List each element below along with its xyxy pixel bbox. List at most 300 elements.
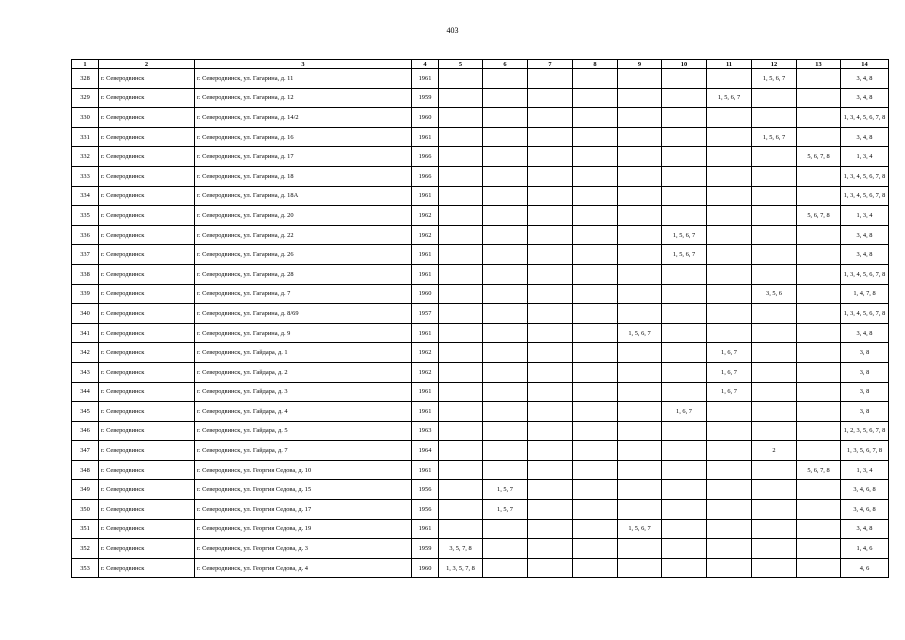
- col9-cell: [618, 127, 662, 147]
- col6-cell: [483, 441, 528, 461]
- col10-cell: [662, 480, 707, 500]
- col10-cell: [662, 284, 707, 304]
- table-row: [72, 323, 889, 343]
- col9-cell: [618, 88, 662, 108]
- column-header-1: 1: [72, 60, 99, 69]
- col13-cell: [797, 480, 841, 500]
- col9-cell: [618, 558, 662, 578]
- col11-cell: [707, 186, 752, 206]
- col8-cell: [573, 519, 618, 539]
- col14-cell: 3, 4, 8: [841, 519, 889, 539]
- table-row: [72, 460, 889, 480]
- col13-cell: 5, 6, 7, 8: [797, 460, 841, 480]
- row-number: 342: [72, 343, 99, 363]
- col14-cell: 3, 4, 8: [841, 225, 889, 245]
- city-cell: г. Северодвинск: [99, 402, 195, 422]
- col12-cell: [752, 402, 797, 422]
- col9-cell: [618, 284, 662, 304]
- col10-cell: [662, 500, 707, 520]
- col10-cell: [662, 264, 707, 284]
- col14-cell: 3, 4, 8: [841, 323, 889, 343]
- col7-cell: [528, 362, 573, 382]
- row-number: 346: [72, 421, 99, 441]
- year-cell: 1960: [412, 558, 439, 578]
- col5-cell: [439, 88, 483, 108]
- col9-cell: [618, 460, 662, 480]
- col7-cell: [528, 558, 573, 578]
- col10-cell: [662, 539, 707, 559]
- col9-cell: [618, 147, 662, 167]
- col12-cell: [752, 460, 797, 480]
- column-header-6: 6: [483, 60, 528, 69]
- address-cell: г. Северодвинск, ул. Гагарина, д. 22: [195, 225, 412, 245]
- col5-cell: 1, 3, 5, 7, 8: [439, 558, 483, 578]
- table-row: [72, 245, 889, 265]
- column-header-2: 2: [99, 60, 195, 69]
- col11-cell: [707, 225, 752, 245]
- table-row: [72, 421, 889, 441]
- col6-cell: [483, 147, 528, 167]
- col10-cell: 1, 6, 7: [662, 402, 707, 422]
- col8-cell: [573, 206, 618, 226]
- col12-cell: [752, 186, 797, 206]
- col7-cell: [528, 421, 573, 441]
- table-row: [72, 206, 889, 226]
- col12-cell: [752, 382, 797, 402]
- col8-cell: [573, 500, 618, 520]
- row-number: 332: [72, 147, 99, 167]
- col7-cell: [528, 382, 573, 402]
- address-cell: г. Северодвинск, ул. Гайдара, д. 5: [195, 421, 412, 441]
- city-cell: г. Северодвинск: [99, 69, 195, 89]
- col8-cell: [573, 186, 618, 206]
- col10-cell: [662, 558, 707, 578]
- col11-cell: [707, 402, 752, 422]
- city-cell: г. Северодвинск: [99, 343, 195, 363]
- col14-cell: 3, 4, 6, 8: [841, 500, 889, 520]
- city-cell: г. Северодвинск: [99, 127, 195, 147]
- col5-cell: [439, 362, 483, 382]
- col7-cell: [528, 186, 573, 206]
- address-cell: г. Северодвинск, ул. Гайдара, д. 4: [195, 402, 412, 422]
- col8-cell: [573, 441, 618, 461]
- page-number: 403: [446, 26, 459, 35]
- column-header-14: 14: [841, 60, 889, 69]
- col8-cell: [573, 304, 618, 324]
- col6-cell: [483, 88, 528, 108]
- col14-cell: 3, 8: [841, 362, 889, 382]
- col7-cell: [528, 166, 573, 186]
- col13-cell: [797, 402, 841, 422]
- col13-cell: [797, 441, 841, 461]
- col14-cell: 1, 4, 6: [841, 539, 889, 559]
- col13-cell: [797, 362, 841, 382]
- year-cell: 1960: [412, 284, 439, 304]
- address-cell: г. Северодвинск, ул. Гайдара, д. 7: [195, 441, 412, 461]
- col5-cell: [439, 284, 483, 304]
- col6-cell: [483, 264, 528, 284]
- col10-cell: [662, 362, 707, 382]
- col13-cell: [797, 558, 841, 578]
- city-cell: г. Северодвинск: [99, 264, 195, 284]
- table-row: [72, 539, 889, 559]
- col6-cell: [483, 127, 528, 147]
- col8-cell: [573, 225, 618, 245]
- table-row: [72, 225, 889, 245]
- city-cell: г. Северодвинск: [99, 558, 195, 578]
- address-cell: г. Северодвинск, ул. Гагарина, д. 18А: [195, 186, 412, 206]
- year-cell: 1963: [412, 421, 439, 441]
- col5-cell: [439, 166, 483, 186]
- col11-cell: [707, 519, 752, 539]
- col14-cell: 3, 4, 8: [841, 69, 889, 89]
- col10-cell: 1, 5, 6, 7: [662, 225, 707, 245]
- col9-cell: [618, 421, 662, 441]
- col10-cell: [662, 88, 707, 108]
- col13-cell: [797, 421, 841, 441]
- table-row: [72, 284, 889, 304]
- col12-cell: [752, 539, 797, 559]
- col13-cell: [797, 166, 841, 186]
- col8-cell: [573, 480, 618, 500]
- col10-cell: [662, 127, 707, 147]
- col12-cell: [752, 147, 797, 167]
- col11-cell: [707, 304, 752, 324]
- col9-cell: [618, 382, 662, 402]
- col13-cell: [797, 69, 841, 89]
- col12-cell: 2: [752, 441, 797, 461]
- address-cell: г. Северодвинск, ул. Георгия Седова, д. 17: [195, 500, 412, 520]
- year-cell: 1961: [412, 69, 439, 89]
- table-row: [72, 500, 889, 520]
- city-cell: г. Северодвинск: [99, 382, 195, 402]
- city-cell: г. Северодвинск: [99, 480, 195, 500]
- table-row: [72, 127, 889, 147]
- col5-cell: [439, 343, 483, 363]
- row-number: 349: [72, 480, 99, 500]
- row-number: 348: [72, 460, 99, 480]
- year-cell: 1961: [412, 460, 439, 480]
- col13-cell: [797, 88, 841, 108]
- col12-cell: [752, 304, 797, 324]
- col11-cell: [707, 480, 752, 500]
- col10-cell: [662, 186, 707, 206]
- col5-cell: [439, 264, 483, 284]
- table-row: [72, 88, 889, 108]
- col10-cell: [662, 441, 707, 461]
- col9-cell: 1, 5, 6, 7: [618, 519, 662, 539]
- col10-cell: [662, 343, 707, 363]
- col14-cell: 1, 4, 7, 8: [841, 284, 889, 304]
- row-number: 345: [72, 402, 99, 422]
- col14-cell: 3, 4, 8: [841, 245, 889, 265]
- col11-cell: 1, 6, 7: [707, 362, 752, 382]
- row-number: 353: [72, 558, 99, 578]
- col9-cell: [618, 69, 662, 89]
- col9-cell: [618, 166, 662, 186]
- column-header-8: 8: [573, 60, 618, 69]
- table-row: [72, 186, 889, 206]
- col11-cell: 1, 6, 7: [707, 343, 752, 363]
- col14-cell: 3, 4, 8: [841, 127, 889, 147]
- city-cell: г. Северодвинск: [99, 284, 195, 304]
- address-cell: г. Северодвинск, ул. Гайдара, д. 2: [195, 362, 412, 382]
- register-table: [71, 59, 889, 578]
- city-cell: г. Северодвинск: [99, 421, 195, 441]
- row-number: 341: [72, 323, 99, 343]
- table-row: [72, 558, 889, 578]
- col13-cell: [797, 382, 841, 402]
- table-row: [72, 402, 889, 422]
- address-cell: г. Северодвинск, ул. Гагарина, д. 18: [195, 166, 412, 186]
- city-cell: г. Северодвинск: [99, 362, 195, 382]
- year-cell: 1962: [412, 206, 439, 226]
- col6-cell: [483, 539, 528, 559]
- address-cell: г. Северодвинск, ул. Гагарина, д. 12: [195, 88, 412, 108]
- col7-cell: [528, 402, 573, 422]
- col6-cell: [483, 284, 528, 304]
- col9-cell: [618, 500, 662, 520]
- col5-cell: [439, 147, 483, 167]
- table-row: [72, 362, 889, 382]
- address-cell: г. Северодвинск, ул. Георгия Седова, д. 15: [195, 480, 412, 500]
- col5-cell: [439, 402, 483, 422]
- address-cell: г. Северодвинск, ул. Гагарина, д. 20: [195, 206, 412, 226]
- col7-cell: [528, 127, 573, 147]
- col14-cell: 1, 3, 5, 6, 7, 8: [841, 441, 889, 461]
- row-number: 331: [72, 127, 99, 147]
- col6-cell: [483, 304, 528, 324]
- city-cell: г. Северодвинск: [99, 519, 195, 539]
- city-cell: г. Северодвинск: [99, 441, 195, 461]
- column-header-7: 7: [528, 60, 573, 69]
- col7-cell: [528, 519, 573, 539]
- address-cell: г. Северодвинск, ул. Гагарина, д. 7: [195, 284, 412, 304]
- row-number: 337: [72, 245, 99, 265]
- col13-cell: [797, 343, 841, 363]
- address-cell: г. Северодвинск, ул. Гагарина, д. 8/69: [195, 304, 412, 324]
- col5-cell: 3, 5, 7, 8: [439, 539, 483, 559]
- column-header-11: 11: [707, 60, 752, 69]
- city-cell: г. Северодвинск: [99, 539, 195, 559]
- col8-cell: [573, 166, 618, 186]
- col12-cell: [752, 108, 797, 128]
- col9-cell: [618, 245, 662, 265]
- table-row: [72, 108, 889, 128]
- col7-cell: [528, 500, 573, 520]
- col11-cell: 1, 5, 6, 7: [707, 88, 752, 108]
- column-header-13: 13: [797, 60, 841, 69]
- col12-cell: [752, 343, 797, 363]
- col12-cell: [752, 264, 797, 284]
- col14-cell: 1, 3, 4, 5, 6, 7, 8: [841, 264, 889, 284]
- col11-cell: [707, 539, 752, 559]
- col7-cell: [528, 343, 573, 363]
- col7-cell: [528, 480, 573, 500]
- col9-cell: [618, 186, 662, 206]
- col6-cell: [483, 558, 528, 578]
- col6-cell: [483, 166, 528, 186]
- col7-cell: [528, 304, 573, 324]
- col9-cell: [618, 225, 662, 245]
- address-cell: г. Северодвинск, ул. Георгия Седова, д. 19: [195, 519, 412, 539]
- year-cell: 1962: [412, 343, 439, 363]
- col6-cell: [483, 323, 528, 343]
- year-cell: 1961: [412, 382, 439, 402]
- col6-cell: [483, 382, 528, 402]
- col5-cell: [439, 245, 483, 265]
- address-cell: г. Северодвинск, ул. Гагарина, д. 26: [195, 245, 412, 265]
- address-cell: г. Северодвинск, ул. Гагарина, д. 16: [195, 127, 412, 147]
- col5-cell: [439, 108, 483, 128]
- column-header-10: 10: [662, 60, 707, 69]
- col8-cell: [573, 421, 618, 441]
- column-header-12: 12: [752, 60, 797, 69]
- col11-cell: [707, 264, 752, 284]
- col12-cell: [752, 480, 797, 500]
- col13-cell: [797, 264, 841, 284]
- table-row: [72, 304, 889, 324]
- col5-cell: [439, 500, 483, 520]
- col7-cell: [528, 441, 573, 461]
- col6-cell: [483, 402, 528, 422]
- col13-cell: [797, 245, 841, 265]
- row-number: 347: [72, 441, 99, 461]
- table-row: [72, 147, 889, 167]
- table-row: [72, 382, 889, 402]
- col5-cell: [439, 480, 483, 500]
- col5-cell: [439, 127, 483, 147]
- col9-cell: [618, 304, 662, 324]
- address-cell: г. Северодвинск, ул. Гайдара, д. 3: [195, 382, 412, 402]
- column-header-4: 4: [412, 60, 439, 69]
- col5-cell: [439, 69, 483, 89]
- col12-cell: [752, 558, 797, 578]
- col5-cell: [439, 323, 483, 343]
- col14-cell: 3, 8: [841, 382, 889, 402]
- col11-cell: [707, 245, 752, 265]
- row-number: 333: [72, 166, 99, 186]
- col8-cell: [573, 245, 618, 265]
- col6-cell: [483, 206, 528, 226]
- year-cell: 1962: [412, 225, 439, 245]
- col13-cell: 5, 6, 7, 8: [797, 147, 841, 167]
- col12-cell: [752, 323, 797, 343]
- col11-cell: [707, 441, 752, 461]
- address-cell: г. Северодвинск, ул. Гагарина, д. 28: [195, 264, 412, 284]
- col11-cell: [707, 284, 752, 304]
- col14-cell: 4, 6: [841, 558, 889, 578]
- col5-cell: [439, 186, 483, 206]
- col5-cell: [439, 382, 483, 402]
- col9-cell: [618, 362, 662, 382]
- col7-cell: [528, 245, 573, 265]
- year-cell: 1961: [412, 245, 439, 265]
- col8-cell: [573, 402, 618, 422]
- col5-cell: [439, 441, 483, 461]
- year-cell: 1966: [412, 166, 439, 186]
- col14-cell: 1, 3, 4, 5, 6, 7, 8: [841, 304, 889, 324]
- col13-cell: [797, 186, 841, 206]
- col14-cell: 1, 3, 4, 5, 6, 7, 8: [841, 166, 889, 186]
- col10-cell: [662, 460, 707, 480]
- col6-cell: [483, 225, 528, 245]
- year-cell: 1961: [412, 264, 439, 284]
- col14-cell: 1, 3, 4: [841, 206, 889, 226]
- col11-cell: [707, 147, 752, 167]
- col10-cell: [662, 323, 707, 343]
- col12-cell: [752, 500, 797, 520]
- col9-cell: [618, 539, 662, 559]
- col6-cell: 1, 5, 7: [483, 500, 528, 520]
- row-number: 330: [72, 108, 99, 128]
- address-cell: г. Северодвинск, ул. Гайдара, д. 1: [195, 343, 412, 363]
- col8-cell: [573, 558, 618, 578]
- col8-cell: [573, 127, 618, 147]
- row-number: 338: [72, 264, 99, 284]
- address-cell: г. Северодвинск, ул. Георгия Седова, д. 10: [195, 460, 412, 480]
- row-number: 329: [72, 88, 99, 108]
- col12-cell: [752, 88, 797, 108]
- city-cell: г. Северодвинск: [99, 166, 195, 186]
- col13-cell: [797, 108, 841, 128]
- col13-cell: [797, 500, 841, 520]
- col13-cell: [797, 225, 841, 245]
- header-row: [72, 60, 889, 69]
- col8-cell: [573, 382, 618, 402]
- year-cell: 1961: [412, 186, 439, 206]
- city-cell: г. Северодвинск: [99, 225, 195, 245]
- col8-cell: [573, 264, 618, 284]
- col11-cell: [707, 460, 752, 480]
- col10-cell: [662, 421, 707, 441]
- col6-cell: 1, 5, 7: [483, 480, 528, 500]
- address-cell: г. Северодвинск, ул. Гагарина, д. 9: [195, 323, 412, 343]
- col11-cell: [707, 323, 752, 343]
- col6-cell: [483, 245, 528, 265]
- col7-cell: [528, 284, 573, 304]
- col10-cell: [662, 147, 707, 167]
- city-cell: г. Северодвинск: [99, 500, 195, 520]
- col7-cell: [528, 88, 573, 108]
- col7-cell: [528, 460, 573, 480]
- col13-cell: [797, 323, 841, 343]
- year-cell: 1956: [412, 480, 439, 500]
- col7-cell: [528, 69, 573, 89]
- col6-cell: [483, 186, 528, 206]
- city-cell: г. Северодвинск: [99, 460, 195, 480]
- col8-cell: [573, 343, 618, 363]
- col12-cell: 3, 5, 6: [752, 284, 797, 304]
- table-row: [72, 519, 889, 539]
- table-row: [72, 343, 889, 363]
- address-cell: г. Северодвинск, ул. Гагарина, д. 17: [195, 147, 412, 167]
- col6-cell: [483, 421, 528, 441]
- row-number: 339: [72, 284, 99, 304]
- year-cell: 1956: [412, 500, 439, 520]
- col11-cell: [707, 206, 752, 226]
- col6-cell: [483, 69, 528, 89]
- col11-cell: [707, 127, 752, 147]
- table-row: [72, 166, 889, 186]
- col12-cell: 1, 5, 6, 7: [752, 127, 797, 147]
- col9-cell: [618, 264, 662, 284]
- row-number: 340: [72, 304, 99, 324]
- row-number: 335: [72, 206, 99, 226]
- year-cell: 1960: [412, 108, 439, 128]
- col5-cell: [439, 519, 483, 539]
- col10-cell: [662, 166, 707, 186]
